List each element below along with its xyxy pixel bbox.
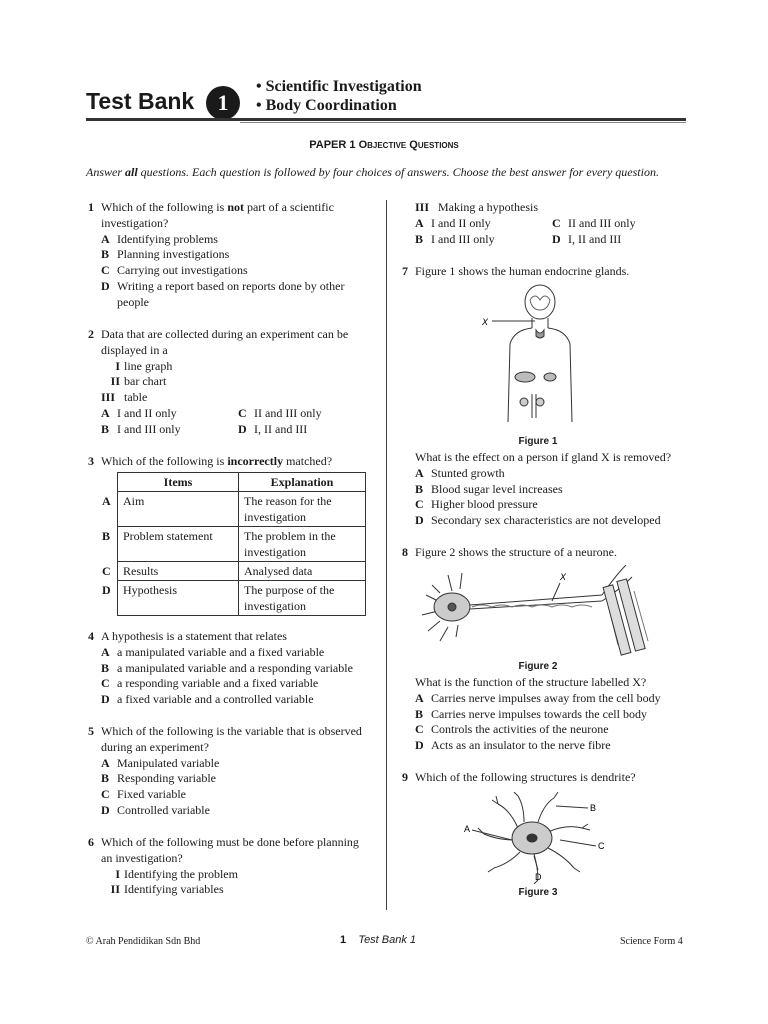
- q7-number: 7: [402, 264, 408, 278]
- endocrine-figure: [478, 282, 608, 432]
- label-b-leader: [556, 806, 588, 808]
- roman-numeral: III: [415, 200, 430, 214]
- option-text: I, II and III: [568, 231, 622, 246]
- table-header: Explanation: [239, 473, 366, 492]
- q5-number: 5: [88, 724, 94, 738]
- option-text: Planning investigations: [117, 247, 230, 262]
- q2-item-iii: [88, 390, 374, 406]
- q5-option-b: [88, 771, 378, 787]
- option-text: Stunted growth: [431, 465, 505, 480]
- q6-item-ii: [88, 882, 378, 898]
- row-label: B: [102, 528, 111, 543]
- q1-number: 1: [88, 200, 94, 214]
- option-text: Acts as an insulator to the nerve fibre: [431, 738, 611, 753]
- topic-1: • Scientific Investigation: [256, 78, 422, 95]
- option-letter: A: [101, 755, 110, 770]
- roman-numeral: II: [110, 374, 120, 389]
- option-text: II and III only: [568, 215, 636, 230]
- label-c-leader: [560, 840, 596, 846]
- option-text: Carries nerve impulses towards the cell body: [431, 706, 647, 721]
- item-text: Identifying variables: [124, 882, 224, 897]
- q6-text: Which of the following must be done before planning: [101, 835, 359, 849]
- option-letter: C: [415, 497, 424, 512]
- q3-number: 3: [88, 454, 94, 468]
- q8-option-c: [402, 722, 692, 738]
- footer-book: Test Bank 1: [358, 934, 417, 946]
- q5-text2: during an experiment?: [101, 739, 209, 754]
- q2-item-ii: [88, 374, 374, 390]
- option-letter: D: [415, 513, 424, 528]
- question-8-choices: [402, 675, 692, 754]
- option-letter: A: [101, 231, 110, 246]
- option-letter: B: [101, 660, 110, 675]
- option-text: Controls the activities of the neurone: [431, 722, 609, 737]
- question-4: [88, 629, 378, 708]
- row-label: C: [102, 563, 111, 578]
- option-letter: C: [101, 676, 110, 691]
- option-letter: A: [101, 405, 110, 420]
- row-label: A: [102, 493, 111, 508]
- q6-options-row1: [402, 216, 692, 232]
- option-letter: B: [101, 771, 110, 786]
- q1-option-a: [88, 232, 374, 248]
- table-cell: Problem statement: [118, 527, 239, 562]
- paper-heading-prefix: PAPER 1: [309, 139, 359, 151]
- q4-number: 4: [88, 629, 94, 643]
- option-letter: D: [238, 421, 247, 436]
- table-header: Items: [118, 473, 239, 492]
- q2-text: Data that are collected during an experiment can be: [101, 327, 349, 341]
- option-text: Identifying problems: [117, 231, 218, 246]
- label-a: A: [464, 824, 471, 834]
- instr-post: questions. Each question is followed by four choices of answers. Choose the best answer for every question.: [137, 165, 659, 179]
- q7-question: What is the effect on a person if gland X is removed?: [415, 450, 672, 464]
- question-3: [88, 454, 374, 470]
- q8-question: What is the function of the structure labelled X?: [415, 675, 647, 689]
- table-cell: The problem in the investigation: [239, 527, 366, 562]
- option-text: II and III only: [254, 405, 322, 420]
- option-letter: B: [415, 231, 424, 246]
- q1-text: Which of the following is: [101, 200, 228, 214]
- question-7-choices: [402, 450, 692, 529]
- q8-text: Figure 2 shows the structure of a neurone.: [415, 545, 617, 559]
- item-text: line graph: [124, 358, 173, 373]
- footer-subject: Science Form 4: [620, 936, 683, 947]
- instr-bold: all: [125, 165, 138, 179]
- q7-option-c: [402, 497, 692, 513]
- option-letter: A: [415, 465, 424, 480]
- label-x: X: [482, 317, 489, 327]
- q6-number: 6: [88, 835, 94, 849]
- item-text: Making a hypothesis: [438, 200, 538, 214]
- q5-option-c: [88, 787, 378, 803]
- option-text: I, II and III: [254, 421, 308, 436]
- option-text: a manipulated variable and a responding variable: [117, 660, 353, 675]
- q1-option-c: [88, 263, 374, 279]
- option-text: a fixed variable and a controlled variable: [117, 692, 314, 707]
- roman-numeral: III: [101, 390, 116, 405]
- q3-text: Which of the following is: [101, 454, 228, 468]
- question-8: [402, 545, 692, 561]
- q4-option-a: [88, 645, 378, 661]
- table-cell: The reason for the investigation: [239, 492, 366, 527]
- question-6: [88, 835, 378, 898]
- option-letter: B: [101, 247, 110, 262]
- option-text: Controlled variable: [117, 802, 210, 817]
- q4-option-d: [88, 692, 378, 708]
- question-6-continued: [402, 200, 692, 247]
- option-text: a responding variable and a fixed variable: [117, 676, 319, 691]
- q8-option-a: [402, 691, 692, 707]
- table-row: [100, 562, 366, 581]
- q4-option-c: [88, 676, 378, 692]
- table-cell: Results: [118, 562, 239, 581]
- q6-item-iii: [402, 200, 692, 216]
- q4-option-b: [88, 661, 378, 677]
- option-text: I and II only: [431, 215, 491, 230]
- q1-option-d: [88, 279, 374, 295]
- option-text: Manipulated variable: [117, 755, 220, 770]
- option-letter: C: [238, 405, 247, 420]
- q7-option-d: [402, 513, 692, 529]
- q7-option-a: [402, 466, 692, 482]
- option-text: Carries nerve impulses away from the cell body: [431, 690, 661, 705]
- roman-numeral: I: [115, 866, 120, 881]
- page-title: Test Bank: [86, 88, 195, 114]
- label-c: C: [598, 841, 605, 851]
- option-letter: D: [101, 692, 110, 707]
- footer-copyright: © Arah Pendidikan Sdn Bhd: [86, 936, 201, 947]
- column-divider: [386, 200, 387, 910]
- footer-page: [340, 934, 416, 946]
- q2-options-row1: [88, 406, 374, 422]
- chapter-badge: 1: [206, 86, 240, 120]
- option-text: Fixed variable: [117, 787, 186, 802]
- table-header-row: [100, 473, 366, 492]
- option-text: Secondary sex characteristics are not developed: [431, 513, 661, 528]
- q8-option-b: [402, 707, 692, 723]
- item-text: table: [124, 390, 148, 405]
- table-cell: The purpose of the investigation: [239, 581, 366, 616]
- option-text: Writing a report based on reports done by other: [117, 278, 345, 293]
- table-row: [100, 527, 366, 562]
- q7-option-b: [402, 482, 692, 498]
- table-row: [100, 492, 366, 527]
- header-rule: [86, 118, 686, 121]
- q3-bold: incorrectly: [227, 454, 284, 468]
- paper-heading-rest: Objective Questions: [358, 139, 459, 151]
- table-row: [100, 581, 366, 616]
- question-7: [402, 264, 692, 280]
- item-text: Identifying the problem: [124, 866, 238, 881]
- label-b: B: [590, 803, 597, 813]
- label-d: D: [535, 872, 542, 882]
- q3-text2: matched?: [283, 454, 333, 468]
- table-cell: Hypothesis: [118, 581, 239, 616]
- page-number: 1: [340, 934, 347, 946]
- q2-item-i: [88, 359, 374, 375]
- q2-number: 2: [88, 327, 94, 341]
- option-letter: A: [415, 690, 424, 705]
- question-2: [88, 327, 374, 438]
- header-rule-thin: [240, 122, 686, 123]
- q1-text3: investigation?: [101, 215, 169, 230]
- option-letter: A: [415, 215, 424, 230]
- option-letter: D: [101, 278, 110, 293]
- option-text: I and III only: [431, 231, 495, 246]
- option-letter: B: [415, 706, 424, 721]
- q6-options-row2: [402, 232, 692, 248]
- q5-text: Which of the following is the variable that is observed: [101, 724, 362, 738]
- q9-text: Which of the following structures is dendrite?: [415, 770, 636, 784]
- option-letter: D: [101, 802, 110, 817]
- q2-options-row2: [88, 422, 374, 438]
- option-letter: B: [415, 481, 424, 496]
- q1-bold: not: [227, 200, 244, 214]
- topic-2: • Body Coordination: [256, 97, 397, 114]
- q1-option-b: [88, 247, 374, 263]
- q5-option-d: [88, 803, 378, 819]
- instr-pre: Answer: [86, 165, 125, 179]
- label-a-leader: [472, 830, 512, 840]
- option-letter: C: [101, 787, 110, 802]
- option-letter: C: [552, 215, 561, 230]
- table-cell: Aim: [118, 492, 239, 527]
- q6-item-i: [88, 867, 378, 883]
- option-text: I and II only: [117, 405, 177, 420]
- q9-number: 9: [402, 770, 408, 784]
- figure-3-caption: Figure 3: [518, 887, 558, 898]
- option-letter: D: [415, 738, 424, 753]
- q1-text2: part of a scientific: [243, 200, 334, 214]
- option-letter: D: [552, 231, 561, 246]
- paper-heading: [0, 139, 768, 151]
- option-letter: C: [101, 263, 110, 278]
- question-5: [88, 724, 378, 819]
- q3-table: [100, 472, 366, 616]
- option-text: Blood sugar level increases: [431, 481, 563, 496]
- q8-number: 8: [402, 545, 408, 559]
- option-text: Responding variable: [117, 771, 216, 786]
- option-letter: A: [101, 644, 110, 659]
- question-9: [402, 770, 692, 786]
- instructions: [86, 165, 659, 180]
- option-text: Carrying out investigations: [117, 263, 248, 278]
- option-text: I and III only: [117, 421, 181, 436]
- figure-2-caption: Figure 2: [518, 661, 558, 672]
- dendrite-figure: [460, 792, 610, 884]
- neurone-figure: [412, 565, 657, 660]
- q2-text2: displayed in a: [101, 342, 168, 357]
- q7-text: Figure 1 shows the human endocrine glands.: [415, 264, 630, 278]
- question-1: [88, 200, 374, 311]
- label-x: X: [560, 572, 567, 582]
- table-cell: Analysed data: [239, 562, 366, 581]
- roman-numeral: I: [115, 358, 120, 373]
- item-text: bar chart: [124, 374, 167, 389]
- q4-text: A hypothesis is a statement that relates: [101, 629, 287, 643]
- q8-option-d: [402, 738, 692, 754]
- option-text: Higher blood pressure: [431, 497, 538, 512]
- figure-1-caption: Figure 1: [518, 436, 558, 447]
- q5-option-a: [88, 756, 378, 772]
- label-d-leader: [534, 856, 538, 870]
- q6-text2: an investigation?: [101, 850, 183, 865]
- option-letter: B: [101, 421, 110, 436]
- row-label: D: [102, 582, 111, 597]
- option-letter: C: [415, 722, 424, 737]
- roman-numeral: II: [110, 882, 120, 897]
- q1-option-d-cont: people: [117, 294, 149, 309]
- option-text: a manipulated variable and a fixed variable: [117, 644, 325, 659]
